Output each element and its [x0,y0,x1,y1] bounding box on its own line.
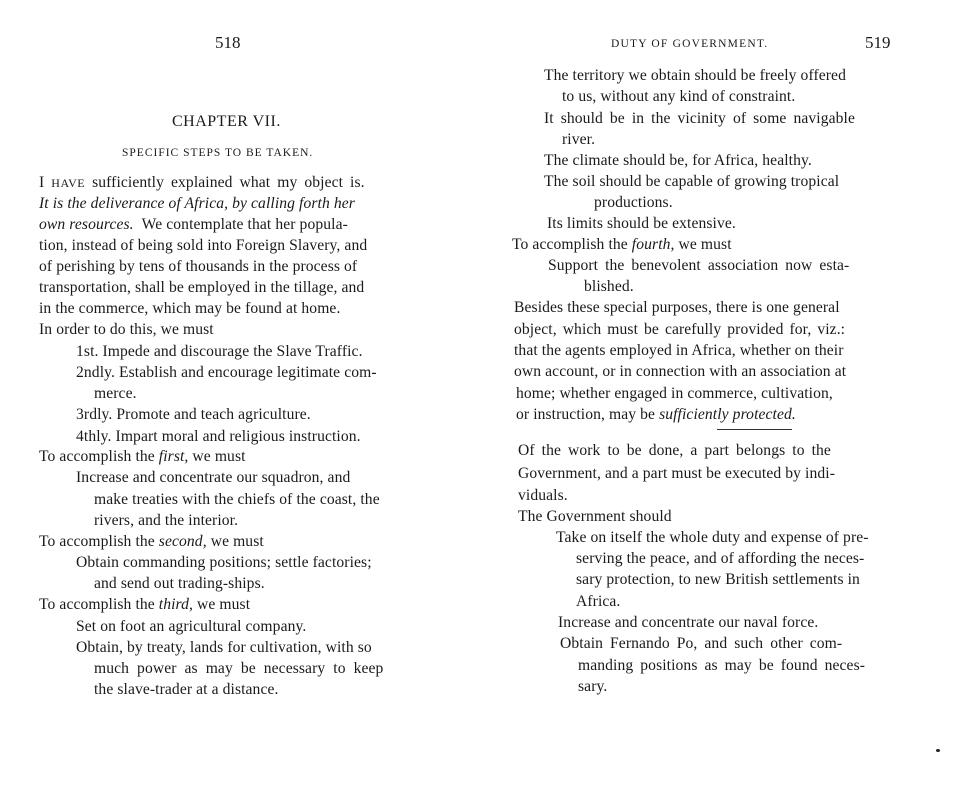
text-line: It should be in the vicinity of some navigable [544,110,855,127]
text-line: The soil should be capable of growing tropical [544,173,840,190]
small-caps-word: HAVE [51,176,86,190]
drop-word: I [39,174,45,191]
list-item-continuation: make treaties with the chiefs of the coast, the [94,491,380,508]
text-line: own account, or in connection with an association at [514,363,847,380]
list-item-continuation: manding positions as may be found neces- [578,657,866,674]
text-line: viduals. [518,487,568,504]
list-item-continuation: the slave-trader at a distance. [94,681,279,698]
page-number: 518 [215,33,241,52]
list-item: Obtain commanding positions; settle factories; [76,554,372,571]
list-item-continuation: much power as may be necessary to keep [94,660,384,677]
text-line: own resources. We contemplate that her popula- [39,216,348,233]
text-line: Besides these special purposes, there is one general [514,299,840,316]
text-line: Its limits should be extensive. [547,215,736,232]
chapter-heading: CHAPTER VII. [172,113,281,130]
text-line: in the commerce, which may be found at home. [39,300,341,317]
list-item-continuation: Africa. [576,593,621,610]
list-item: 1st. Impede and discourage the Slave Traffic. [76,343,363,360]
text-line: of perishing by tens of thousands in the process of [39,258,358,275]
list-item-continuation: rivers, and the interior. [94,512,239,529]
text-line: The climate should be, for Africa, healthy. [544,152,812,169]
text-line: Government, and a part must be executed by indi- [518,465,836,482]
text-line: The territory we obtain should be freely offered [544,67,846,84]
list-item: Take on itself the whole duty and expense of pre- [556,529,869,546]
text-line: The Government should [518,508,672,525]
text-line: To accomplish the first, we must [39,448,246,465]
list-item: Set on foot an agricultural company. [76,618,307,635]
list-item-continuation: and send out trading-ships. [94,575,265,592]
list-item: 2ndly. Establish and encourage legitimate com- [76,364,377,381]
text-line: home; whether engaged in commerce, cultivation, [516,385,833,402]
text-line: object, which must be carefully provided for, viz.: [514,321,846,338]
text-line: or instruction, may be sufficiently protected. [516,406,796,423]
list-item-continuation: merce. [94,385,137,402]
text-line: Of the work to be done, a part belongs to the [518,442,831,459]
ink-speck [936,749,940,752]
text-line: transportation, shall be employed in the tillage, and [39,279,365,296]
chapter-subtitle: SPECIFIC STEPS TO BE TAKEN. [122,147,314,159]
text-line: river. [562,131,596,148]
list-item: Increase and concentrate our squadron, and [76,469,351,486]
list-item: 3rdly. Promote and teach agriculture. [76,406,311,423]
text-line: It is the deliverance of Africa, by calling forth her [39,195,355,212]
list-item-continuation: sary protection, to new British settlements in [576,571,860,588]
list-item-continuation: serving the peace, and of affording the neces- [576,550,865,567]
text-line: productions. [594,194,673,211]
right-page [490,0,980,793]
text-line: In order to do this, we must [39,321,214,338]
page-number: 519 [865,33,891,52]
text-line: blished. [584,278,634,295]
list-item: 4thly. Impart moral and religious instruction. [76,428,361,445]
text-line: Support the benevolent association now esta- [548,257,850,274]
text-line: tion, instead of being sold into Foreign Slavery, and [39,237,368,254]
list-item: Obtain, by treaty, lands for cultivation, with so [76,639,372,656]
text-line: To accomplish the fourth, we must [512,236,732,253]
text-line: that the agents employed in Africa, whether on their [514,342,844,359]
running-head: DUTY OF GOVERNMENT. [611,38,769,50]
text-line: I HAVE sufficiently explained what my object is. [39,174,365,191]
section-divider [717,429,792,430]
text-line: to us, without any kind of constraint. [562,88,796,105]
text-line: To accomplish the third, we must [39,596,251,613]
text-line: To accomplish the second, we must [39,533,264,550]
list-item: Increase and concentrate our naval force. [558,614,819,631]
list-item: Obtain Fernando Po, and such other com- [560,635,843,652]
list-item-continuation: sary. [578,678,608,695]
